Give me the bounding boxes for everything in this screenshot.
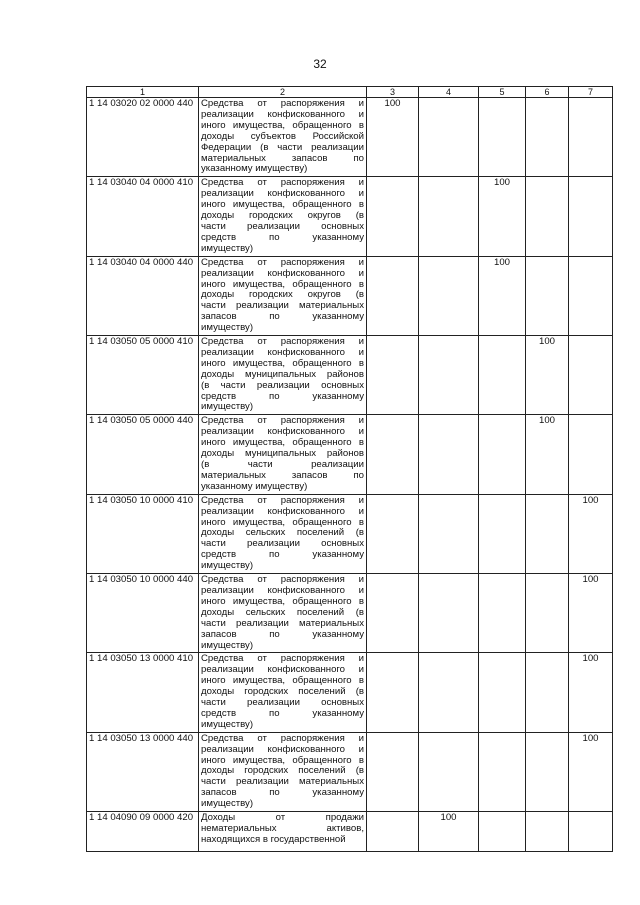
description-line: реализации конфискованного и (201, 426, 364, 438)
description-line: иного имущества, обращенного в (201, 516, 364, 528)
description-line: части реализации основных (201, 220, 364, 232)
description-line: (в части реализации основных (201, 379, 364, 391)
value-cell-col-4 (419, 336, 479, 415)
value-cell-col-3 (367, 336, 419, 415)
budget-code-cell: 1 14 03020 02 0000 440 (87, 98, 199, 177)
budget-code-cell: 1 14 04090 09 0000 420 (87, 812, 199, 852)
description-line: доходы сельских поселений (в (201, 606, 364, 618)
description-line: средств по указанному (201, 390, 364, 402)
description-line: части реализации основных (201, 697, 364, 709)
column-number: 3 (367, 87, 419, 98)
value-cell-col-6 (526, 732, 569, 811)
description-line: имуществу) (201, 242, 254, 254)
description-line: находящихся в государственной (201, 833, 346, 845)
value-cell-col-6 (526, 812, 569, 852)
value-cell-col-5 (479, 336, 526, 415)
value-cell-col-3 (367, 574, 419, 653)
description-line: указанному имуществу) (201, 163, 308, 175)
value-cell-col-5 (479, 98, 526, 177)
value-cell-col-6 (526, 494, 569, 573)
description-line: реализации конфискованного и (201, 584, 364, 596)
description-line: доходы городских округов (в (201, 289, 364, 301)
page-number: 32 (313, 57, 327, 71)
description-line: средств по указанному (201, 549, 364, 561)
description-line: иного имущества, обращенного в (201, 278, 364, 290)
value-cell-col-4 (419, 732, 479, 811)
budget-code-cell: 1 14 03040 04 0000 440 (87, 256, 199, 335)
description-line: реализации конфискованного и (201, 108, 364, 120)
description-cell (199, 98, 367, 177)
value-cell-col-3 (367, 256, 419, 335)
value-cell-col-6: 100 (526, 415, 569, 494)
description-line: реализации конфискованного и (201, 743, 364, 755)
description-line: нематериальных активов, (201, 823, 364, 834)
value-cell-col-3: 100 (367, 98, 419, 177)
description-cell (199, 415, 367, 494)
value-cell-col-6 (526, 256, 569, 335)
description-cell (199, 732, 367, 811)
value-cell-col-6 (526, 574, 569, 653)
description-line: Средства от распоряжения и (201, 653, 364, 665)
value-cell-col-5 (479, 574, 526, 653)
table-row (87, 98, 613, 177)
description-line: доходы городских округов (в (201, 210, 364, 222)
description-line: доходы городских поселений (в (201, 765, 364, 777)
description-line: Средства от распоряжения и (201, 732, 364, 744)
value-cell-col-5 (479, 812, 526, 852)
column-number: 7 (569, 87, 613, 98)
description-line: части реализации материальных (201, 300, 364, 312)
description-line: имуществу) (201, 322, 254, 334)
description-line: доходы городских поселений (в (201, 686, 364, 698)
column-number: 1 (87, 87, 199, 98)
description-line: реализации конфискованного и (201, 267, 364, 279)
description-line: доходы субъектов Российской (201, 130, 364, 142)
description-line: материальных запасов по (201, 469, 364, 481)
description-cell (199, 812, 367, 852)
value-cell-col-4 (419, 177, 479, 256)
description-line: Средства от распоряжения и (201, 336, 364, 348)
value-cell-col-6 (526, 653, 569, 732)
description-line: материальных запасов по (201, 152, 364, 164)
description-cell (199, 256, 367, 335)
budget-code-cell: 1 14 03040 04 0000 410 (87, 177, 199, 256)
column-number: 4 (419, 87, 479, 98)
value-cell-col-7 (569, 812, 613, 852)
value-cell-col-3 (367, 653, 419, 732)
value-cell-col-5 (479, 732, 526, 811)
description-line: иного имущества, обращенного в (201, 119, 364, 131)
description-line: реализации конфискованного и (201, 505, 364, 517)
description-line: реализации конфискованного и (201, 664, 364, 676)
value-cell-col-4 (419, 574, 479, 653)
description-line: запасов по указанному (201, 628, 364, 640)
table-row (87, 415, 613, 494)
revenue-table (86, 86, 613, 852)
description-cell (199, 494, 367, 573)
description-line: доходы муниципальных районов (201, 448, 364, 460)
description-line: реализации конфискованного и (201, 346, 364, 358)
description-line: средств по указанному (201, 707, 364, 719)
value-cell-col-7 (569, 177, 613, 256)
description-cell (199, 177, 367, 256)
value-cell-col-4 (419, 98, 479, 177)
value-cell-col-4 (419, 256, 479, 335)
column-number: 2 (199, 87, 367, 98)
description-line: иного имущества, обращенного в (201, 754, 364, 766)
value-cell-col-5: 100 (479, 177, 526, 256)
value-cell-col-4 (419, 653, 479, 732)
description-line: запасов по указанному (201, 787, 364, 799)
description-line: Средства от распоряжения и (201, 494, 364, 506)
value-cell-col-3 (367, 732, 419, 811)
value-cell-col-5 (479, 415, 526, 494)
value-cell-col-6: 100 (526, 336, 569, 415)
column-number: 5 (479, 87, 526, 98)
description-line: Средства от распоряжения и (201, 256, 364, 268)
value-cell-col-7: 100 (569, 574, 613, 653)
budget-code-cell: 1 14 03050 13 0000 410 (87, 653, 199, 732)
description-line: доходы муниципальных районов (201, 368, 364, 380)
budget-code-cell: 1 14 03050 10 0000 440 (87, 574, 199, 653)
value-cell-col-6 (526, 177, 569, 256)
description-line: Средства от распоряжения и (201, 415, 364, 427)
description-line: иного имущества, обращенного в (201, 357, 364, 369)
value-cell-col-4 (419, 415, 479, 494)
description-line: имуществу) (201, 560, 254, 572)
description-line: Федерации (в части реализации (201, 141, 364, 153)
value-cell-col-7 (569, 336, 613, 415)
description-line: части реализации материальных (201, 776, 364, 788)
table-row (87, 336, 613, 415)
value-cell-col-5: 100 (479, 256, 526, 335)
description-line: имуществу) (201, 639, 254, 651)
description-line: средств по указанному (201, 231, 364, 243)
value-cell-col-3 (367, 494, 419, 573)
description-line: части реализации основных (201, 538, 364, 550)
description-line: Доходы от продажи (201, 812, 364, 824)
value-cell-col-7: 100 (569, 653, 613, 732)
description-line: указанному имуществу) (201, 480, 308, 492)
value-cell-col-3 (367, 177, 419, 256)
table-row (87, 494, 613, 573)
value-cell-col-3 (367, 415, 419, 494)
value-cell-col-4 (419, 494, 479, 573)
description-line: имуществу) (201, 718, 254, 730)
description-cell (199, 574, 367, 653)
description-line: (в части реализации (201, 459, 364, 470)
column-number-row (87, 87, 613, 98)
description-line: реализации конфискованного и (201, 188, 364, 200)
table-row (87, 653, 613, 732)
value-cell-col-7 (569, 415, 613, 494)
description-line: иного имущества, обращенного в (201, 437, 364, 449)
value-cell-col-6 (526, 98, 569, 177)
description-line: Средства от распоряжения и (201, 177, 364, 189)
budget-code-cell: 1 14 03050 10 0000 410 (87, 494, 199, 573)
table-row (87, 177, 613, 256)
table-row (87, 574, 613, 653)
description-line: имуществу) (201, 798, 254, 810)
description-line: иного имущества, обращенного в (201, 595, 364, 607)
value-cell-col-5 (479, 653, 526, 732)
description-line: имуществу) (201, 401, 254, 413)
value-cell-col-4: 100 (419, 812, 479, 852)
value-cell-col-3 (367, 812, 419, 852)
value-cell-col-7: 100 (569, 494, 613, 573)
description-cell (199, 653, 367, 732)
description-line: запасов по указанному (201, 311, 364, 323)
description-line: иного имущества, обращенного в (201, 675, 364, 687)
table-row (87, 256, 613, 335)
description-line: иного имущества, обращенного в (201, 199, 364, 211)
description-line: доходы сельских поселений (в (201, 527, 364, 539)
description-line: части реализации материальных (201, 617, 364, 629)
value-cell-col-7 (569, 256, 613, 335)
column-number: 6 (526, 87, 569, 98)
table-row (87, 812, 613, 852)
budget-code-cell: 1 14 03050 05 0000 410 (87, 336, 199, 415)
description-cell (199, 336, 367, 415)
value-cell-col-7: 100 (569, 732, 613, 811)
description-line: Средства от распоряжения и (201, 574, 364, 586)
table-row (87, 732, 613, 811)
budget-code-cell: 1 14 03050 05 0000 440 (87, 415, 199, 494)
budget-code-cell: 1 14 03050 13 0000 440 (87, 732, 199, 811)
value-cell-col-7 (569, 98, 613, 177)
table-body (87, 98, 613, 852)
value-cell-col-5 (479, 494, 526, 573)
description-line: Средства от распоряжения и (201, 98, 364, 109)
